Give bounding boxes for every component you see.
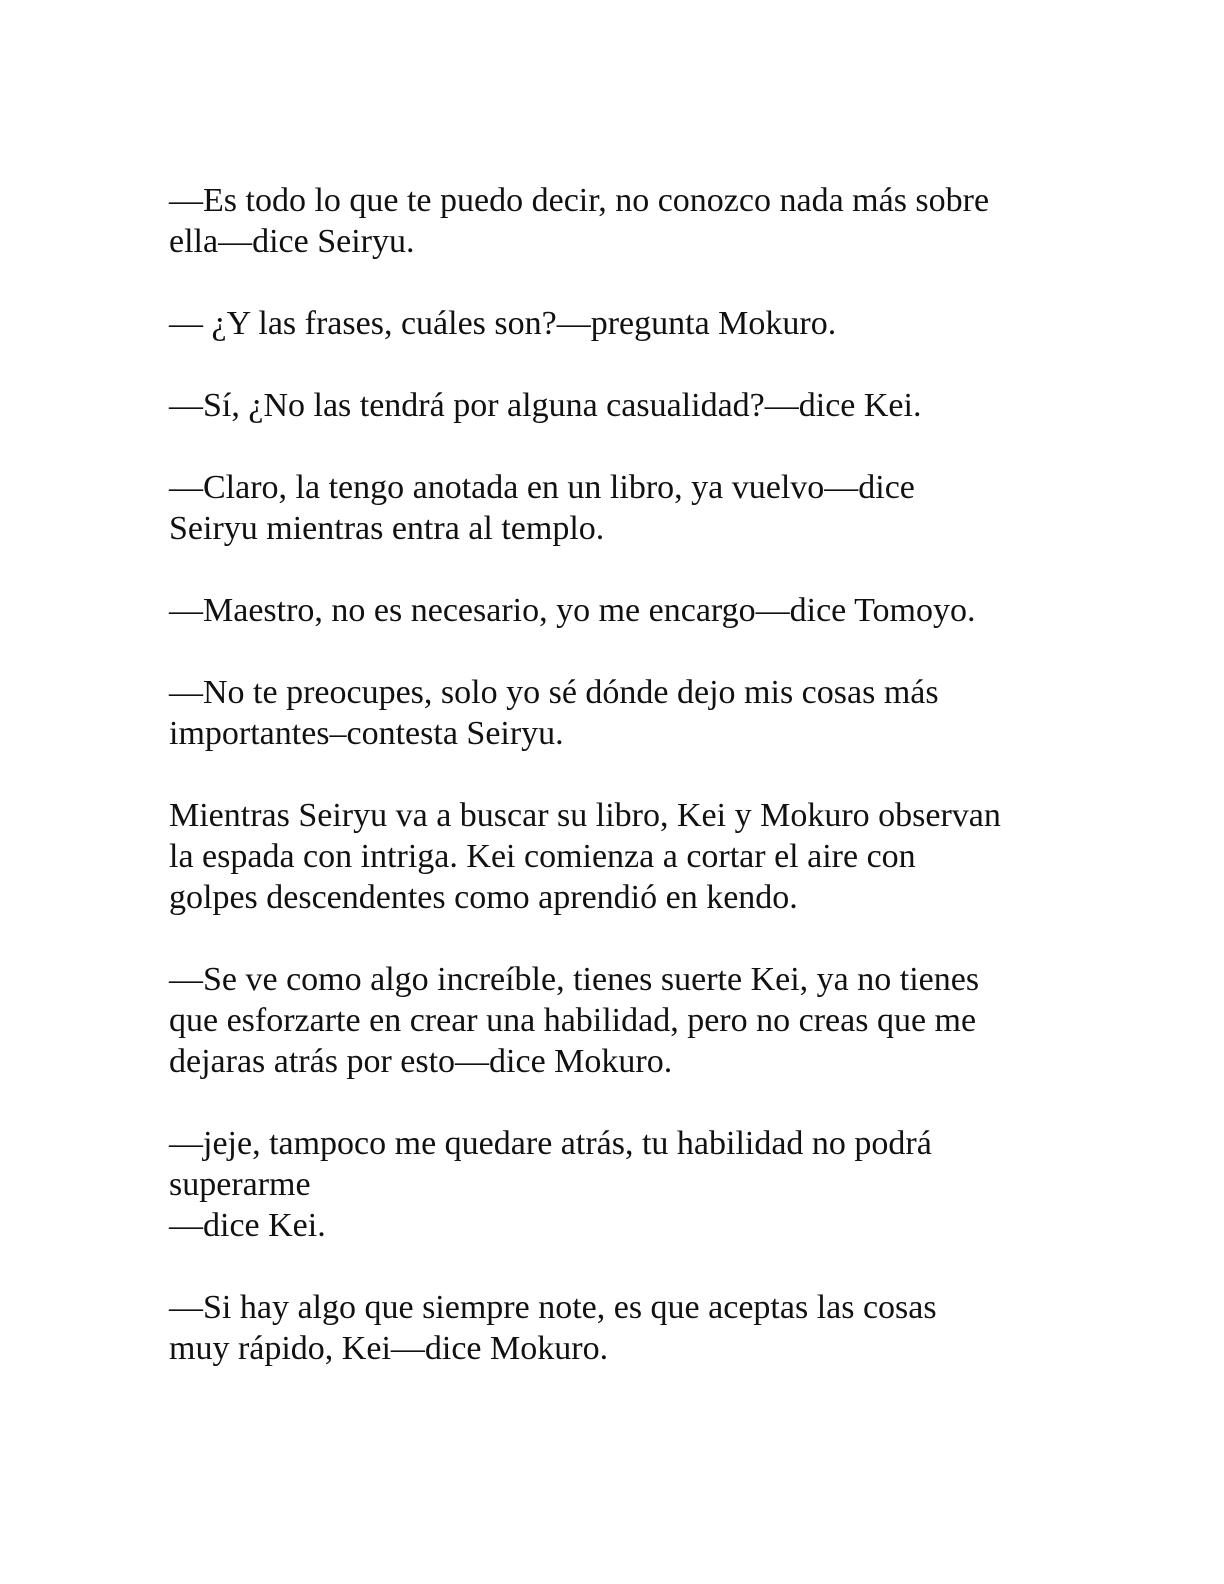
paragraph: —Sí, ¿No las tendrá por alguna casualidad?—dice Kei. <box>169 387 922 424</box>
paragraph: —No te preocupes, solo yo sé dónde dejo mis cosas más importantes–contesta Seiryu. <box>169 674 939 752</box>
paragraph: —jeje, tampoco me quedare atrás, tu habilidad no podrá superarme —dice Kei. <box>169 1125 932 1244</box>
paragraph: —Se ve como algo increíble, tienes suerte Kei, ya no tienes que esforzarte en crear una habilidad, pero no creas que me dejaras atrás por esto—dice Mokuro. <box>169 961 980 1080</box>
paragraph: —Maestro, no es necesario, yo me encargo—dice Tomoyo. <box>169 592 976 629</box>
paragraph: Mientras Seiryu va a buscar su libro, Kei y Mokuro observan la espada con intriga. Kei comienza a cortar el aire con golpes descendentes como aprendió en kendo. <box>169 797 1001 916</box>
paragraph: — ¿Y las frases, cuáles son?—pregunta Mokuro. <box>169 305 837 342</box>
paragraph: —Si hay algo que siempre note, es que aceptas las cosas muy rápido, Kei—dice Mokuro. <box>169 1289 937 1367</box>
paragraph: —Es todo lo que te puedo decir, no conozco nada más sobre ella—dice Seiryu. <box>169 182 990 260</box>
paragraph: —Claro, la tengo anotada en un libro, ya vuelvo—dice Seiryu mientras entra al templo. <box>169 469 915 547</box>
body-text <box>169 180 1069 1410</box>
